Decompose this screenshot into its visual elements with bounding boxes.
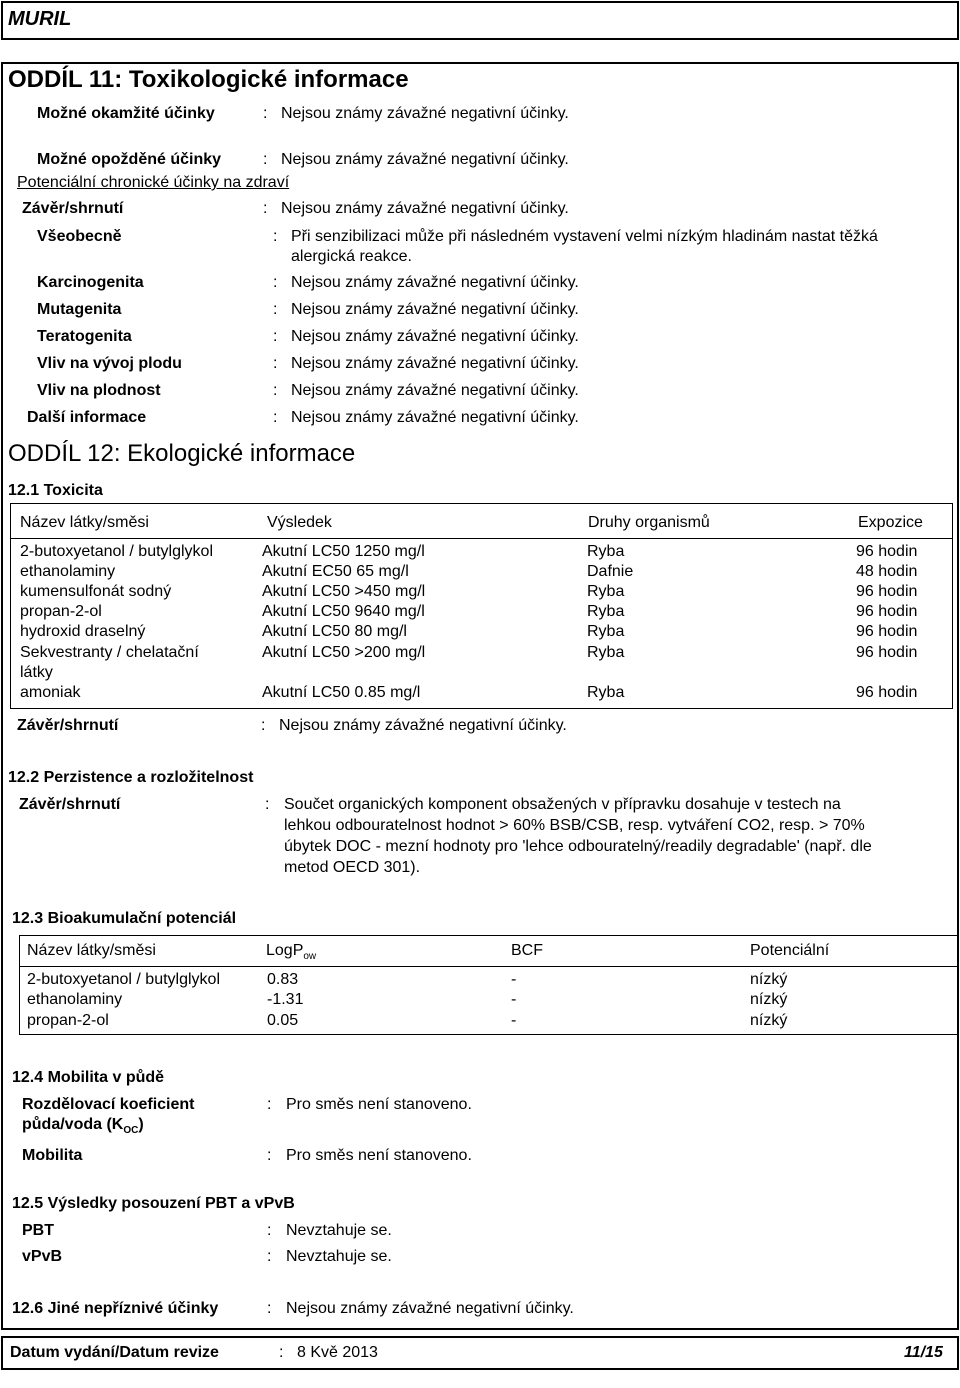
development-value: Nejsou známy závažné negativní účinky. (291, 355, 579, 372)
tox-header-exposure: Expozice (858, 514, 923, 531)
tox-row-exposure: 96 hodin (856, 684, 918, 701)
tox-row-species: Ryba (587, 543, 625, 560)
tox-row-result: Akutní LC50 >450 mg/l (262, 583, 426, 600)
toxicity-heading: 12.1 Toxicita (8, 482, 103, 499)
persistence-line-3: úbytek DOC - mezní hodnoty pro 'lehce odbouratelný/readily degradable' (např. dle (284, 838, 872, 855)
tox-row-species: Ryba (587, 644, 625, 661)
colon: : (267, 1248, 272, 1265)
tox-row-result: Akutní LC50 1250 mg/l (262, 543, 425, 560)
tox-row-result: Akutní EC50 65 mg/l (262, 563, 409, 580)
fertility-label: Vliv na plodnost (37, 382, 161, 399)
tox-row-result: Akutní LC50 0.85 mg/l (262, 684, 421, 701)
pbt-heading: 12.5 Výsledky posouzení PBT a vPvB (12, 1195, 295, 1212)
toxicity-table-header-divider (10, 538, 953, 539)
tox-row-exposure: 48 hodin (856, 563, 918, 580)
bio-header-potential: Potenciální (750, 942, 830, 959)
tox-row-species: Ryba (587, 623, 625, 640)
tox-row-exposure: 96 hodin (856, 583, 918, 600)
teratogenicity-value: Nejsou známy závažné negativní účinky. (291, 328, 579, 345)
persistence-heading: 12.2 Perzistence a rozložitelnost (8, 769, 254, 786)
colon: : (263, 151, 268, 168)
colon: : (263, 200, 268, 217)
colon: : (273, 355, 278, 372)
carcinogenicity-label: Karcinogenita (37, 274, 144, 291)
bioaccumulation-heading: 12.3 Bioakumulační potenciál (12, 910, 237, 927)
persistence-line-4: metod OECD 301). (284, 859, 421, 876)
colon: : (267, 1147, 272, 1164)
header-box (1, 1, 959, 40)
persistence-line-1: Součet organických komponent obsažených v přípravku dosahuje v testech na (284, 796, 841, 813)
tox-row-exposure: 96 hodin (856, 623, 918, 640)
persistence-line-2: lehkou odbouratelnost hodnot > 60% BSB/CSB, resp. vytváření CO2, resp. > 70% (284, 817, 865, 834)
tox-row-exposure: 96 hodin (856, 603, 918, 620)
footer-date-value: 8 Kvě 2013 (297, 1344, 378, 1361)
mobility-heading: 12.4 Mobilita v půdě (12, 1069, 165, 1086)
footer-date-label: Datum vydání/Datum revize (10, 1344, 219, 1361)
tox-row-name: amoniak (20, 684, 81, 701)
section-11-title: ODDÍL 11: Toxikologické informace (8, 66, 409, 93)
tox-row-species: Ryba (587, 583, 625, 600)
colon: : (267, 1222, 272, 1239)
tox-row-name: propan-2-ol (20, 603, 102, 620)
tox-row-name: hydroxid draselný (20, 623, 146, 640)
other-effects-label: 12.6 Jiné nepříznivé účinky (12, 1300, 219, 1317)
development-label: Vliv na vývoj plodu (37, 355, 182, 372)
mobility-value: Pro směs není stanoveno. (286, 1147, 472, 1164)
bio-row-name: ethanolaminy (27, 991, 123, 1008)
bio-row-bcf: - (511, 971, 517, 988)
bio-row-potential: nízký (750, 971, 788, 988)
pbt-label: PBT (22, 1222, 54, 1239)
colon: : (273, 409, 278, 426)
tox-row-name: kumensulfonát sodný (20, 583, 172, 600)
koc-label-line2: půda/voda $(K_{OC})$ (22, 1116, 144, 1137)
tox-row-name: 2-butoxyetanol / butylglykol (20, 543, 213, 560)
general-value-line1: Při senzibilizaci může při následném vystavení velmi nízkým hladinám nastat těžká (291, 228, 878, 245)
chronic-summary-label: Závěr/shrnutí (22, 200, 124, 217)
bioaccumulation-table-header-divider (19, 966, 959, 967)
delayed-effects-value: Nejsou známy závažné negativní účinky. (281, 151, 569, 168)
colon: : (267, 1096, 272, 1113)
bio-row-logp: 0.05 (267, 1012, 299, 1029)
colon: : (267, 1300, 272, 1317)
bio-header-name: Název látky/směsi (27, 942, 156, 959)
tox-row-result: Akutní LC50 >200 mg/l (262, 644, 426, 661)
bio-row-logp: 0.83 (267, 971, 299, 988)
carcinogenicity-value: Nejsou známy závažné negativní účinky. (291, 274, 579, 291)
colon: : (273, 328, 278, 345)
tox-header-result: Výsledek (267, 514, 332, 531)
footer-page-number: 11/15 (904, 1344, 943, 1361)
immediate-effects-value: Nejsou známy závažné negativní účinky. (281, 105, 569, 122)
section-12-title: ODDÍL 12: Ekologické informace (8, 440, 356, 467)
colon: : (261, 717, 266, 734)
fertility-value: Nejsou známy závažné negativní účinky. (291, 382, 579, 399)
colon: : (265, 796, 270, 813)
tox-row-result: Akutní LC50 9640 mg/l (262, 603, 425, 620)
bio-row-name: propan-2-ol (27, 1012, 109, 1029)
general-value-line2: alergická reakce. (291, 248, 412, 265)
product-name: MURIL (8, 8, 72, 30)
tox-row-exposure: 96 hodin (856, 644, 918, 661)
general-label: Všeobecně (37, 228, 122, 245)
persistence-summary-label: Závěr/shrnutí (19, 796, 121, 813)
tox-row-exposure: 96 hodin (856, 543, 918, 560)
other-info-value: Nejsou známy závažné negativní účinky. (291, 409, 579, 426)
other-info-label: Další informace (27, 409, 147, 426)
tox-row-name-line1: Sekvestranty / chelatační (20, 644, 199, 661)
tox-row-name-line2: látky (20, 664, 53, 681)
koc-value: Pro směs není stanoveno. (286, 1096, 472, 1113)
tox-summary-value: Nejsou známy závažné negativní účinky. (279, 717, 567, 734)
vpvb-value: Nevztahuje se. (286, 1248, 392, 1265)
tox-row-result: Akutní LC50 80 mg/l (262, 623, 407, 640)
tox-row-species: Ryba (587, 684, 625, 701)
toxicity-table (10, 503, 953, 709)
footer-colon: : (279, 1344, 284, 1361)
bio-row-name: 2-butoxyetanol / butylglykol (27, 971, 220, 988)
tox-header-name: Název látky/směsi (20, 514, 149, 531)
chronic-summary-value: Nejsou známy závažné negativní účinky. (281, 200, 569, 217)
bio-row-logp: -1.31 (267, 991, 304, 1008)
colon: : (273, 301, 278, 318)
vpvb-label: vPvB (22, 1248, 63, 1265)
mutagenicity-label: Mutagenita (37, 301, 122, 318)
bio-row-potential: nízký (750, 1012, 788, 1029)
tox-summary-label: Závěr/shrnutí (17, 717, 119, 734)
colon: : (273, 382, 278, 399)
bio-header-logp: LogP$_{ow}$ (266, 942, 317, 963)
koc-label-line1: Rozdělovací koeficient (22, 1096, 195, 1113)
tox-row-name: ethanolaminy (20, 563, 116, 580)
tox-row-species: Dafnie (587, 563, 634, 580)
mutagenicity-value: Nejsou známy závažné negativní účinky. (291, 301, 579, 318)
colon: : (273, 228, 278, 245)
tox-header-species: Druhy organismů (588, 514, 710, 531)
colon: : (263, 105, 268, 122)
delayed-effects-label: Možné opožděné účinky (37, 151, 222, 168)
tox-row-species: Ryba (587, 603, 625, 620)
bio-row-bcf: - (511, 991, 517, 1008)
chronic-effects-heading: Potenciální chronické účinky na zdraví (17, 174, 290, 191)
immediate-effects-label: Možné okamžité účinky (37, 105, 215, 122)
other-effects-value: Nejsou známy závažné negativní účinky. (286, 1300, 574, 1317)
bio-header-bcf: BCF (511, 942, 543, 959)
bio-row-potential: nízký (750, 991, 788, 1008)
pbt-value: Nevztahuje se. (286, 1222, 392, 1239)
mobility-label: Mobilita (22, 1147, 83, 1164)
teratogenicity-label: Teratogenita (37, 328, 132, 345)
bio-row-bcf: - (511, 1012, 517, 1029)
colon: : (273, 274, 278, 291)
